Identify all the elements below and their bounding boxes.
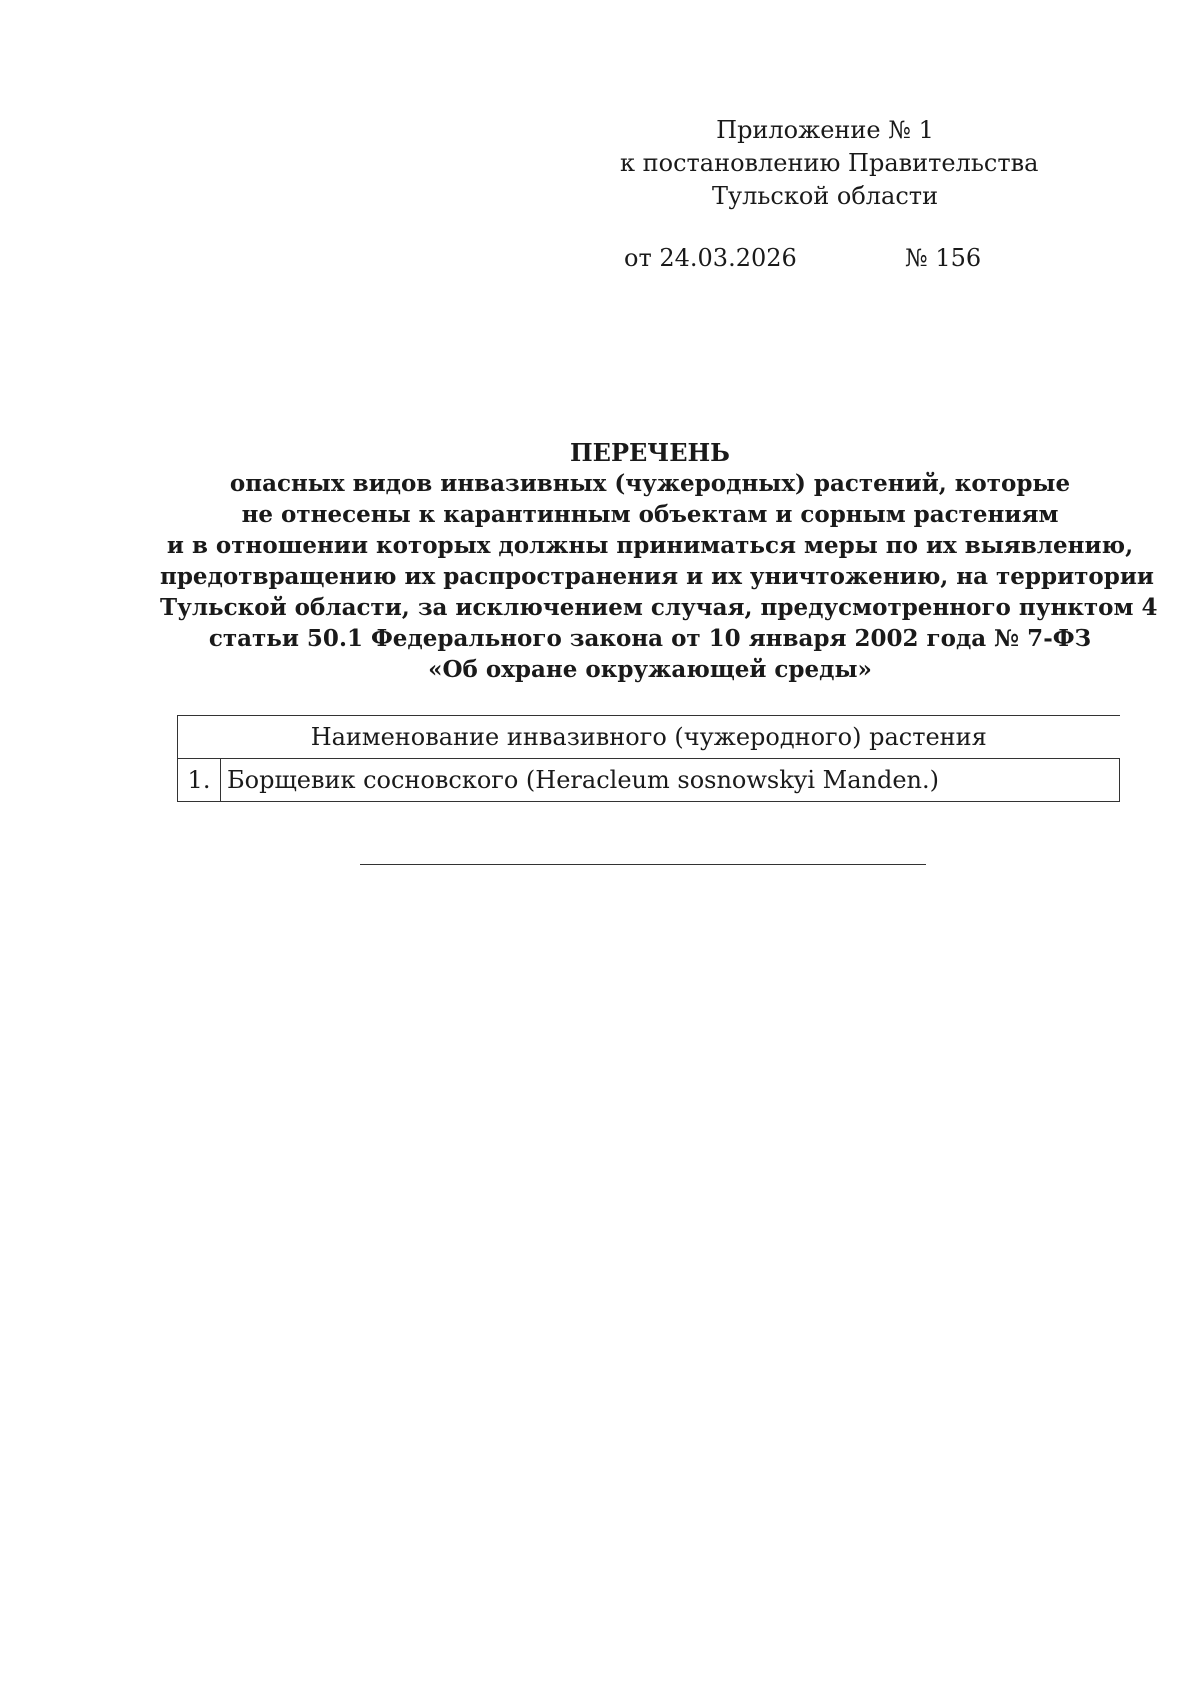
document-title [160, 437, 1158, 685]
table-header: Наименование инвазивного (чужеродного) растения [178, 716, 1120, 759]
table-row [178, 759, 1120, 802]
end-divider [360, 864, 926, 865]
title-line: «Об охране окружающей среды» [428, 656, 872, 683]
title-line: предотвращению их распространения и их уничтожению, на территории [160, 563, 1154, 590]
appendix-region: Тульской области [711, 182, 939, 210]
title-line: статьи 50.1 Федерального закона от 10 января 2002 года № 7-ФЗ [208, 625, 1092, 652]
title-line: Тульской области, за исключением случая, предусмотренного пунктом 4 [160, 594, 1158, 621]
plant-name: Борщевик сосновского (Heracleum sosnowskyi Manden.) [221, 759, 1120, 802]
title-line: не отнесены к карантинным объектам и сорным растениям [241, 501, 1059, 528]
title-line: опасных видов инвазивных (чужеродных) растений, которые [229, 470, 1071, 497]
title-line: и в отношении которых должны приниматься меры по их выявлению, [166, 532, 1134, 559]
appendix-number: Приложение № 1 [716, 116, 934, 144]
appendix-decree-ref: к постановлению Правительства [620, 149, 1039, 177]
appendix-header [620, 114, 1039, 213]
title-heading: ПЕРЕЧЕНЬ [570, 438, 730, 467]
plants-table [177, 715, 1120, 802]
decree-date: от 24.03.2026 [624, 244, 797, 272]
decree-number: № 156 [905, 244, 982, 272]
table-header-row [178, 716, 1120, 759]
row-number: 1. [178, 759, 221, 802]
